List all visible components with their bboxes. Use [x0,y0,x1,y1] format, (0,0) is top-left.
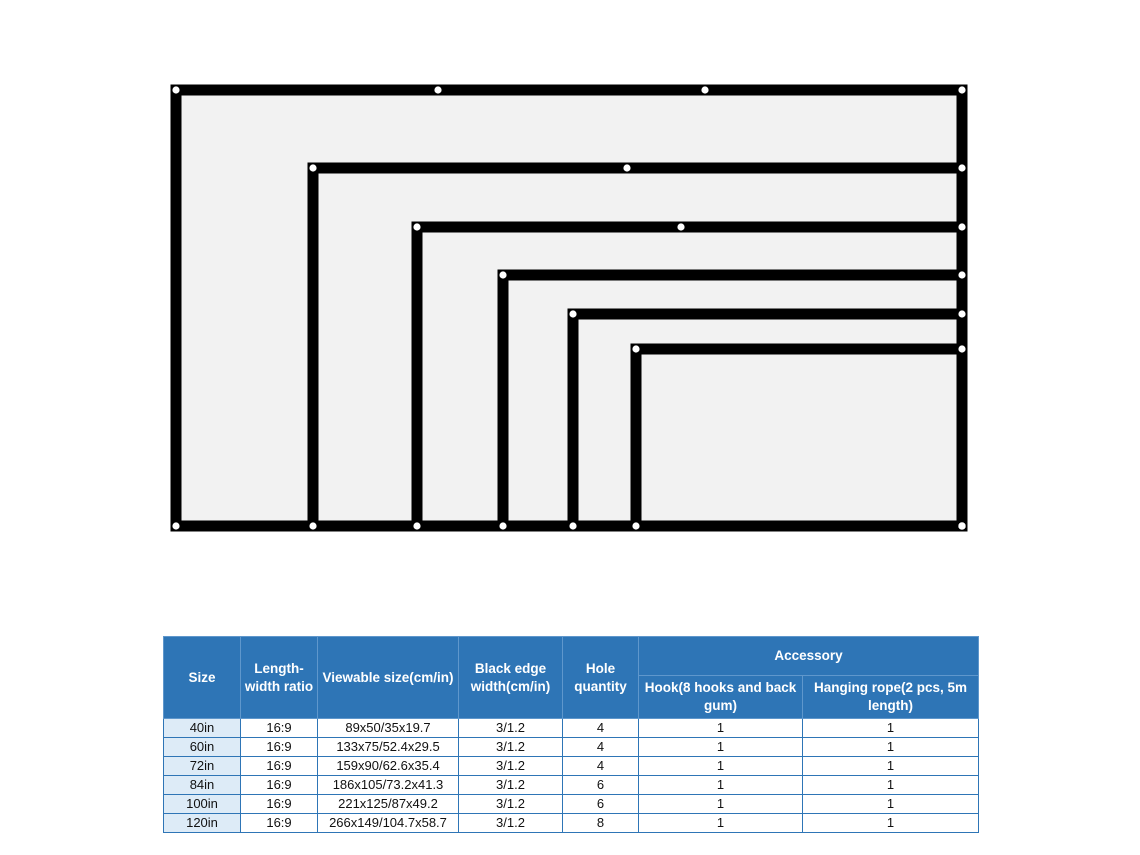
cell-viewable: 186x105/73.2x41.3 [318,776,459,795]
cell-edge: 3/1.2 [459,776,563,795]
grommet-hole-40in [632,522,639,529]
cell-hook: 1 [639,719,803,738]
cell-rope: 1 [803,795,979,814]
header-hole-quantity: Hole quantity [563,637,639,719]
cell-rope: 1 [803,776,979,795]
grommet-hole-40in [632,345,639,352]
cell-rope: 1 [803,738,979,757]
grommet-hole-120in [172,522,179,529]
screen-frame-40in [636,349,962,526]
cell-viewable: 266x149/104.7x58.7 [318,814,459,833]
header-black-edge-width: Black edge width(cm/in) [459,637,563,719]
header-accessory: Accessory [639,637,979,676]
grommet-hole-100in [623,164,630,171]
grommet-hole-60in [569,522,576,529]
grommet-hole-100in [958,164,965,171]
spec-table-container [163,636,978,833]
cell-hook: 1 [639,738,803,757]
grommet-hole-120in [701,86,708,93]
cell-size: 84in [164,776,241,795]
cell-ratio: 16:9 [241,814,318,833]
cell-ratio: 16:9 [241,738,318,757]
grommet-hole-84in [413,223,420,230]
cell-rope: 1 [803,757,979,776]
cell-edge: 3/1.2 [459,719,563,738]
grommet-hole-100in [309,164,316,171]
cell-size: 60in [164,738,241,757]
table-row [164,776,979,795]
cell-size: 120in [164,814,241,833]
grommet-hole-72in [958,271,965,278]
cell-holes: 4 [563,738,639,757]
grommet-hole-100in [309,522,316,529]
grommet-hole-72in [499,271,506,278]
spec-table [163,636,979,833]
cell-holes: 4 [563,719,639,738]
cell-hook: 1 [639,776,803,795]
grommet-hole-120in [434,86,441,93]
cell-hook: 1 [639,814,803,833]
cell-holes: 8 [563,814,639,833]
cell-edge: 3/1.2 [459,757,563,776]
header-ratio: Length-width ratio [241,637,318,719]
table-row [164,719,979,738]
cell-edge: 3/1.2 [459,814,563,833]
header-hook: Hook(8 hooks and back gum) [639,676,803,719]
grommet-hole-120in [958,86,965,93]
header-hanging-rope: Hanging rope(2 pcs, 5m length) [803,676,979,719]
table-row [164,795,979,814]
cell-ratio: 16:9 [241,719,318,738]
cell-edge: 3/1.2 [459,738,563,757]
grommet-hole-84in [413,522,420,529]
grommet-hole-40in [958,522,965,529]
cell-edge: 3/1.2 [459,795,563,814]
cell-size: 72in [164,757,241,776]
cell-holes: 6 [563,795,639,814]
grommet-hole-72in [499,522,506,529]
cell-viewable: 221x125/87x49.2 [318,795,459,814]
cell-size: 100in [164,795,241,814]
table-row [164,814,979,833]
cell-hook: 1 [639,757,803,776]
grommet-hole-84in [677,223,684,230]
grommet-hole-120in [172,86,179,93]
cell-ratio: 16:9 [241,776,318,795]
cell-ratio: 16:9 [241,795,318,814]
cell-holes: 4 [563,757,639,776]
table-row [164,757,979,776]
cell-hook: 1 [639,795,803,814]
header-size: Size [164,637,241,719]
cell-ratio: 16:9 [241,757,318,776]
cell-rope: 1 [803,719,979,738]
grommet-hole-40in [958,345,965,352]
cell-viewable: 159x90/62.6x35.4 [318,757,459,776]
grommet-hole-60in [569,310,576,317]
cell-viewable: 89x50/35x19.7 [318,719,459,738]
header-viewable-size: Viewable size(cm/in) [318,637,459,719]
cell-rope: 1 [803,814,979,833]
cell-holes: 6 [563,776,639,795]
table-row [164,738,979,757]
cell-viewable: 133x75/52.4x29.5 [318,738,459,757]
cell-size: 40in [164,719,241,738]
grommet-hole-84in [958,223,965,230]
grommet-hole-60in [958,310,965,317]
